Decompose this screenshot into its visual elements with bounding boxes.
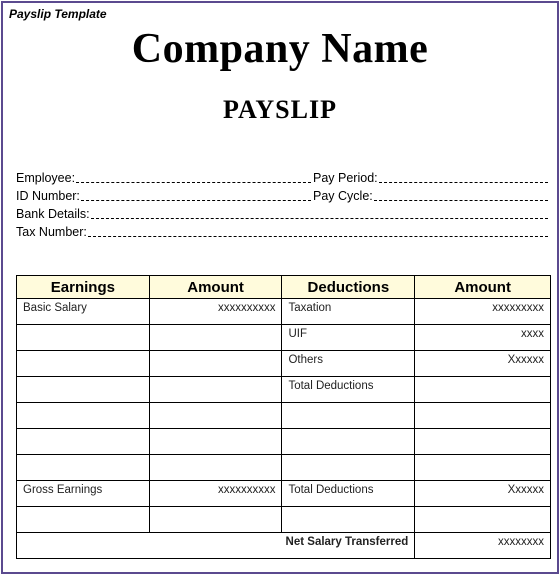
field-row-tax: [16, 223, 550, 241]
earnings-cell: [17, 403, 150, 429]
deductions-amount-cell: Xxxxxx: [415, 351, 551, 377]
deductions-cell: [282, 455, 415, 481]
deductions-amount-cell: [415, 403, 551, 429]
pay-cycle-label: Pay Cycle:: [313, 189, 373, 203]
field-row-id: [16, 187, 550, 205]
deductions-amount-cell: Xxxxxx: [415, 481, 551, 507]
employee-field[interactable]: [76, 169, 311, 183]
table-row: [17, 455, 551, 481]
col-header-earnings-amount: Amount: [149, 276, 282, 299]
id-number-label: ID Number:: [16, 189, 80, 203]
deductions-cell: Others: [282, 351, 415, 377]
deductions-cell: [282, 507, 415, 533]
earnings-cell: Basic Salary: [17, 299, 150, 325]
payslip-table: [16, 275, 551, 559]
earnings-amount-cell: [149, 507, 282, 533]
earnings-cell: [17, 507, 150, 533]
deductions-cell: [282, 429, 415, 455]
table-row: [17, 429, 551, 455]
deductions-cell: Total Deductions: [282, 377, 415, 403]
field-row-bank: [16, 205, 550, 223]
tax-number-label: Tax Number:: [16, 225, 87, 239]
table-row: [17, 481, 551, 507]
col-header-earnings: Earnings: [17, 276, 150, 299]
deductions-amount-cell: xxxx: [415, 325, 551, 351]
earnings-cell: [17, 429, 150, 455]
deductions-cell: UIF: [282, 325, 415, 351]
earnings-amount-cell: [149, 325, 282, 351]
col-header-deductions-amount: Amount: [415, 276, 551, 299]
earnings-amount-cell: [149, 377, 282, 403]
deductions-amount-cell: xxxxxxxxx: [415, 299, 551, 325]
earnings-amount-cell: [149, 403, 282, 429]
template-tag: Payslip Template: [9, 7, 107, 21]
pay-period-label: Pay Period:: [313, 171, 378, 185]
document-title: PAYSLIP: [223, 95, 337, 124]
deductions-cell: Taxation: [282, 299, 415, 325]
field-row-employee: [16, 169, 550, 187]
earnings-amount-cell: [149, 455, 282, 481]
bank-details-label: Bank Details:: [16, 207, 90, 221]
earnings-amount-cell: xxxxxxxxxx: [149, 481, 282, 507]
employee-label: Employee:: [16, 171, 76, 185]
table-row: [17, 299, 551, 325]
pay-period-field[interactable]: [379, 169, 548, 183]
employee-fields: [16, 169, 550, 241]
earnings-amount-cell: [149, 429, 282, 455]
earnings-cell: [17, 377, 150, 403]
deductions-cell: [282, 403, 415, 429]
deductions-amount-cell: [415, 507, 551, 533]
table-row: [17, 507, 551, 533]
id-number-field[interactable]: [81, 187, 311, 201]
earnings-cell: [17, 325, 150, 351]
deductions-amount-cell: [415, 377, 551, 403]
deductions-amount-cell: [415, 429, 551, 455]
earnings-cell: [17, 455, 150, 481]
pay-cycle-field[interactable]: [374, 187, 548, 201]
net-salary-value: xxxxxxxx: [415, 533, 551, 559]
net-salary-label: Net Salary Transferred: [17, 533, 415, 559]
earnings-cell: Gross Earnings: [17, 481, 150, 507]
deductions-cell: Total Deductions: [282, 481, 415, 507]
table-row: [17, 403, 551, 429]
deductions-amount-cell: [415, 455, 551, 481]
earnings-amount-cell: xxxxxxxxxx: [149, 299, 282, 325]
company-name: Company Name: [131, 26, 429, 72]
table-row: [17, 377, 551, 403]
net-salary-row: [17, 533, 551, 559]
table-header-row: [17, 276, 551, 299]
tax-number-field[interactable]: [88, 223, 548, 237]
bank-details-field[interactable]: [91, 205, 548, 219]
col-header-deductions: Deductions: [282, 276, 415, 299]
payslip-document: [1, 1, 559, 574]
table-row: [17, 325, 551, 351]
earnings-cell: [17, 351, 150, 377]
earnings-amount-cell: [149, 351, 282, 377]
table-row: [17, 351, 551, 377]
